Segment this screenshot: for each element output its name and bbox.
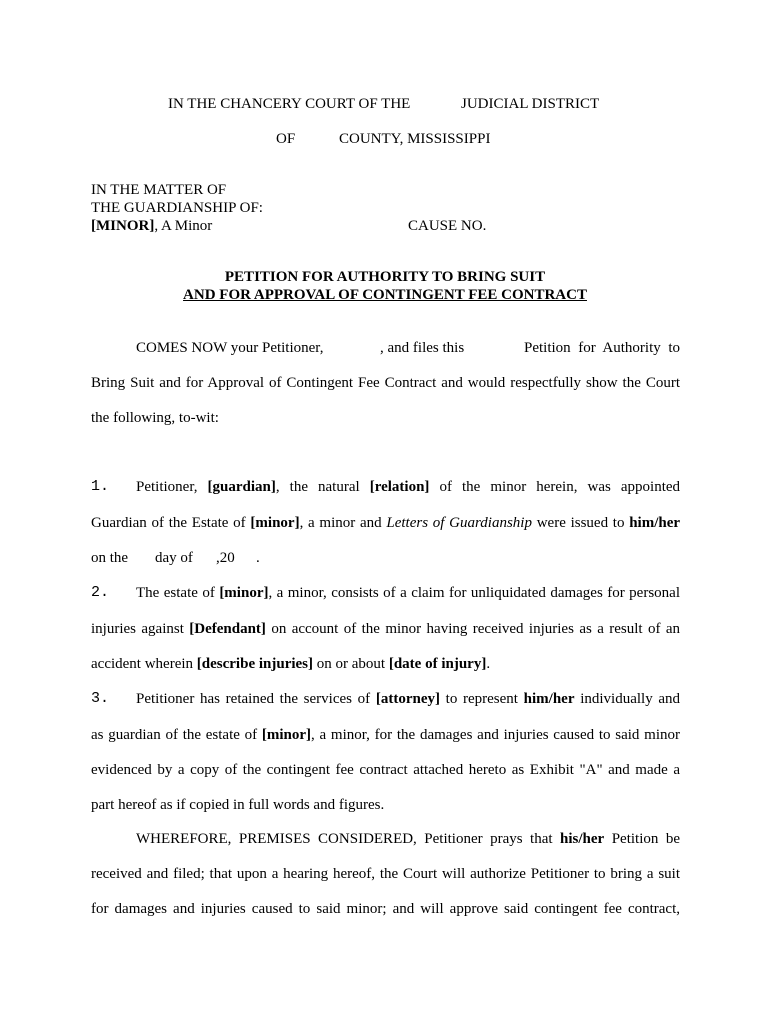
intro-line-3: the following, to-wit: (91, 410, 219, 426)
paragraph-2-number: 2. (91, 584, 110, 601)
paragraph-3-line-3: evidenced by a copy of the contingent fee contract attached hereto as Exhibit "A" and made a (91, 762, 680, 778)
paragraph-3-number: 3. (91, 690, 110, 707)
court-header-county: COUNTY, MISSISSIPPI (339, 131, 491, 147)
intro-petition-for: Petition for Authority to (524, 340, 680, 356)
intro-comes-now: COMES NOW your Petitioner, (136, 340, 324, 356)
paragraph-3-line-2: as guardian of the estate of [minor], a minor, for the damages and injuries caused to said minor (91, 727, 680, 743)
paragraph-2-line-1: The estate of [minor], a minor, consists of a claim for unliquidated damages for personal (136, 585, 681, 601)
paragraph-1-year: ,20 (216, 550, 235, 566)
paragraph-3-line-4: part hereof as if copied in full words and figures. (91, 797, 385, 813)
wherefore-line-1: WHEREFORE, PREMISES CONSIDERED, Petitioner prays that his/her Petition be (136, 831, 681, 847)
paragraph-1-period: . (256, 550, 260, 566)
wherefore-line-3: for damages and injuries caused to said minor; and will approve said contingent fee contract, (91, 901, 680, 917)
paragraph-2-line-2: injuries against [Defendant] on account of the minor having received injuries as a result of an (91, 621, 680, 637)
wherefore-line-2: received and filed; that upon a hearing hereof, the Court will authorize Petitioner to bring a suit (91, 866, 680, 882)
cause-number-label: CAUSE NO. (408, 218, 487, 234)
intro-files-this: , and files this (380, 340, 465, 356)
paragraph-1-day-of: day of (155, 550, 193, 566)
document-title-line-1: PETITION FOR AUTHORITY TO BRING SUIT (224, 269, 546, 285)
document-title-line-2: AND FOR APPROVAL OF CONTINGENT FEE CONTRACT (183, 287, 587, 303)
court-header-line-1a: IN THE CHANCERY COURT OF THE (168, 96, 411, 112)
paragraph-1-on-the: on the (91, 550, 129, 566)
caption-guardianship: THE GUARDIANSHIP OF: (91, 200, 263, 216)
paragraph-1-line-1: Petitioner, [guardian], the natural [relation] of the minor herein, was appointed (136, 479, 681, 495)
court-header-line-1b: JUDICIAL DISTRICT (461, 96, 600, 112)
paragraph-1-number: 1. (91, 478, 110, 495)
paragraph-2-line-3: accident wherein [describe injuries] on or about [date of injury]. (91, 656, 491, 672)
paragraph-1-line-2: Guardian of the Estate of [minor], a minor and Letters of Guardianship were issued to him/her (91, 515, 681, 531)
caption-minor: [MINOR], A Minor (91, 218, 213, 234)
paragraph-3-line-1: Petitioner has retained the services of [attorney] to represent him/her individually and (136, 691, 681, 707)
caption-matter: IN THE MATTER OF (91, 182, 227, 198)
intro-line-2: Bring Suit and for Approval of Contingent Fee Contract and would respectfully show the Court (91, 375, 680, 391)
court-header-of: OF (276, 131, 296, 147)
